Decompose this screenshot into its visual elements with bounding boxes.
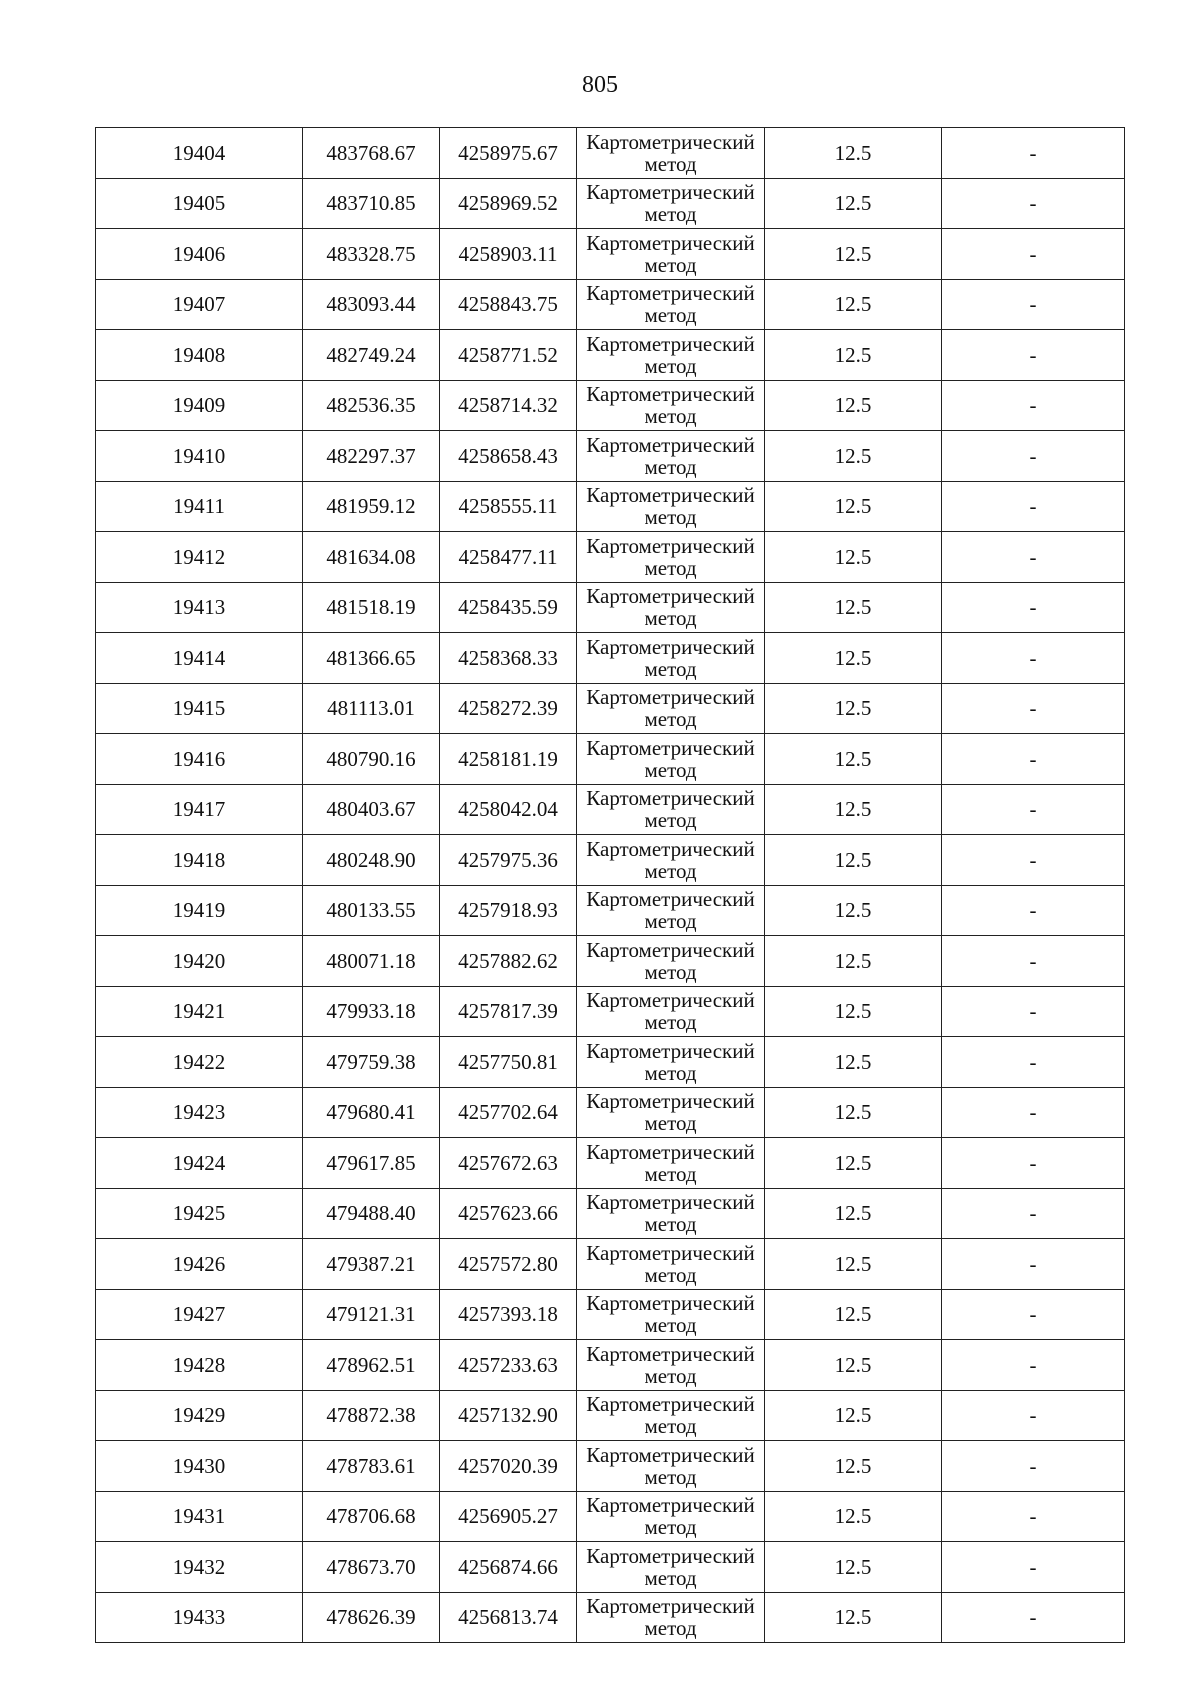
accuracy-cell: 12.5 xyxy=(765,481,942,532)
method-line-1: Картометрический xyxy=(586,1291,755,1316)
method-cell xyxy=(577,633,765,684)
accuracy-cell: 12.5 xyxy=(765,279,942,330)
method-line-2: метод xyxy=(644,858,697,883)
y-coordinate-cell: 4258555.11 xyxy=(440,481,577,532)
method-cell xyxy=(577,835,765,886)
method-cell xyxy=(577,885,765,936)
point-number-cell: 19409 xyxy=(96,380,303,431)
x-coordinate-cell: 481959.12 xyxy=(303,481,440,532)
x-coordinate-cell: 478783.61 xyxy=(303,1441,440,1492)
point-number-cell: 19430 xyxy=(96,1441,303,1492)
accuracy-cell: 12.5 xyxy=(765,835,942,886)
method-line-1: Картометрический xyxy=(586,129,755,154)
method-line-2: метод xyxy=(644,1414,697,1439)
x-coordinate-cell: 482297.37 xyxy=(303,431,440,482)
accuracy-cell: 12.5 xyxy=(765,633,942,684)
table-row xyxy=(96,1087,1125,1138)
method-line-1: Картометрический xyxy=(586,1190,755,1215)
table-row xyxy=(96,1037,1125,1088)
table-row xyxy=(96,380,1125,431)
coordinates-table-body xyxy=(96,128,1125,1643)
accuracy-cell: 12.5 xyxy=(765,683,942,734)
note-cell: - xyxy=(942,835,1125,886)
method-line-2: метод xyxy=(644,1262,697,1287)
point-number-cell: 19422 xyxy=(96,1037,303,1088)
method-cell xyxy=(577,936,765,987)
point-number-cell: 19432 xyxy=(96,1542,303,1593)
x-coordinate-cell: 479387.21 xyxy=(303,1239,440,1290)
accuracy-cell: 12.5 xyxy=(765,1340,942,1391)
x-coordinate-cell: 478962.51 xyxy=(303,1340,440,1391)
method-line-1: Картометрический xyxy=(586,432,755,457)
table-row xyxy=(96,885,1125,936)
method-line-2: метод xyxy=(644,1616,697,1641)
y-coordinate-cell: 4258771.52 xyxy=(440,330,577,381)
y-coordinate-cell: 4257393.18 xyxy=(440,1289,577,1340)
method-line-2: метод xyxy=(644,909,697,934)
x-coordinate-cell: 480403.67 xyxy=(303,784,440,835)
table-row xyxy=(96,784,1125,835)
method-line-1: Картометрический xyxy=(586,483,755,508)
method-line-2: метод xyxy=(644,1161,697,1186)
table-row xyxy=(96,128,1125,179)
y-coordinate-cell: 4257702.64 xyxy=(440,1087,577,1138)
method-line-1: Картометрический xyxy=(586,836,755,861)
table-row xyxy=(96,633,1125,684)
point-number-cell: 19417 xyxy=(96,784,303,835)
accuracy-cell: 12.5 xyxy=(765,582,942,633)
y-coordinate-cell: 4257672.63 xyxy=(440,1138,577,1189)
point-number-cell: 19411 xyxy=(96,481,303,532)
method-line-2: метод xyxy=(644,808,697,833)
table-row xyxy=(96,1542,1125,1593)
x-coordinate-cell: 479759.38 xyxy=(303,1037,440,1088)
point-number-cell: 19413 xyxy=(96,582,303,633)
method-line-1: Картометрический xyxy=(586,1493,755,1518)
method-line-2: метод xyxy=(644,1363,697,1388)
method-line-1: Картометрический xyxy=(586,1341,755,1366)
x-coordinate-cell: 478626.39 xyxy=(303,1592,440,1643)
y-coordinate-cell: 4257233.63 xyxy=(440,1340,577,1391)
point-number-cell: 19421 xyxy=(96,986,303,1037)
x-coordinate-cell: 482536.35 xyxy=(303,380,440,431)
x-coordinate-cell: 479121.31 xyxy=(303,1289,440,1340)
method-cell xyxy=(577,1289,765,1340)
y-coordinate-cell: 4258975.67 xyxy=(440,128,577,179)
x-coordinate-cell: 483093.44 xyxy=(303,279,440,330)
x-coordinate-cell: 479617.85 xyxy=(303,1138,440,1189)
y-coordinate-cell: 4257882.62 xyxy=(440,936,577,987)
method-line-1: Картометрический xyxy=(586,281,755,306)
accuracy-cell: 12.5 xyxy=(765,1037,942,1088)
point-number-cell: 19420 xyxy=(96,936,303,987)
note-cell: - xyxy=(942,279,1125,330)
y-coordinate-cell: 4257817.39 xyxy=(440,986,577,1037)
method-cell xyxy=(577,279,765,330)
method-line-1: Картометрический xyxy=(586,584,755,609)
note-cell: - xyxy=(942,380,1125,431)
method-cell xyxy=(577,128,765,179)
y-coordinate-cell: 4258714.32 xyxy=(440,380,577,431)
point-number-cell: 19407 xyxy=(96,279,303,330)
table-row xyxy=(96,1390,1125,1441)
method-line-1: Картометрический xyxy=(586,230,755,255)
x-coordinate-cell: 483710.85 xyxy=(303,178,440,229)
method-line-2: метод xyxy=(644,1515,697,1540)
method-line-1: Картометрический xyxy=(586,1392,755,1417)
method-line-1: Картометрический xyxy=(586,1240,755,1265)
note-cell: - xyxy=(942,330,1125,381)
method-line-1: Картометрический xyxy=(586,1543,755,1568)
x-coordinate-cell: 480071.18 xyxy=(303,936,440,987)
accuracy-cell: 12.5 xyxy=(765,1592,942,1643)
y-coordinate-cell: 4258042.04 xyxy=(440,784,577,835)
method-line-1: Картометрический xyxy=(586,533,755,558)
y-coordinate-cell: 4258435.59 xyxy=(440,582,577,633)
method-cell xyxy=(577,1340,765,1391)
table-row xyxy=(96,481,1125,532)
point-number-cell: 19412 xyxy=(96,532,303,583)
point-number-cell: 19416 xyxy=(96,734,303,785)
method-line-1: Картометрический xyxy=(586,786,755,811)
y-coordinate-cell: 4258903.11 xyxy=(440,229,577,280)
table-row xyxy=(96,431,1125,482)
x-coordinate-cell: 478706.68 xyxy=(303,1491,440,1542)
point-number-cell: 19429 xyxy=(96,1390,303,1441)
method-line-2: метод xyxy=(644,606,697,631)
method-line-1: Картометрический xyxy=(586,1038,755,1063)
y-coordinate-cell: 4256813.74 xyxy=(440,1592,577,1643)
method-cell xyxy=(577,1239,765,1290)
note-cell: - xyxy=(942,1592,1125,1643)
method-line-2: метод xyxy=(644,303,697,328)
method-line-1: Картометрический xyxy=(586,331,755,356)
method-cell xyxy=(577,1491,765,1542)
point-number-cell: 19410 xyxy=(96,431,303,482)
note-cell: - xyxy=(942,1239,1125,1290)
page-number: 805 xyxy=(582,72,618,98)
x-coordinate-cell: 481518.19 xyxy=(303,582,440,633)
y-coordinate-cell: 4257572.80 xyxy=(440,1239,577,1290)
x-coordinate-cell: 478872.38 xyxy=(303,1390,440,1441)
x-coordinate-cell: 479488.40 xyxy=(303,1188,440,1239)
method-cell xyxy=(577,481,765,532)
method-cell xyxy=(577,683,765,734)
y-coordinate-cell: 4258272.39 xyxy=(440,683,577,734)
table-row xyxy=(96,936,1125,987)
method-line-1: Картометрический xyxy=(586,988,755,1013)
method-line-2: метод xyxy=(644,1010,697,1035)
point-number-cell: 19427 xyxy=(96,1289,303,1340)
method-line-1: Картометрический xyxy=(586,1139,755,1164)
point-number-cell: 19404 xyxy=(96,128,303,179)
x-coordinate-cell: 481113.01 xyxy=(303,683,440,734)
point-number-cell: 19419 xyxy=(96,885,303,936)
x-coordinate-cell: 483768.67 xyxy=(303,128,440,179)
accuracy-cell: 12.5 xyxy=(765,1188,942,1239)
table-row xyxy=(96,178,1125,229)
point-number-cell: 19415 xyxy=(96,683,303,734)
note-cell: - xyxy=(942,178,1125,229)
table-row xyxy=(96,835,1125,886)
table-row xyxy=(96,1441,1125,1492)
method-line-1: Картометрический xyxy=(586,1594,755,1619)
note-cell: - xyxy=(942,1138,1125,1189)
accuracy-cell: 12.5 xyxy=(765,380,942,431)
accuracy-cell: 12.5 xyxy=(765,885,942,936)
method-cell xyxy=(577,1087,765,1138)
y-coordinate-cell: 4256874.66 xyxy=(440,1542,577,1593)
accuracy-cell: 12.5 xyxy=(765,1087,942,1138)
y-coordinate-cell: 4258368.33 xyxy=(440,633,577,684)
method-cell xyxy=(577,178,765,229)
method-line-1: Картометрический xyxy=(586,735,755,760)
table-row xyxy=(96,1188,1125,1239)
point-number-cell: 19431 xyxy=(96,1491,303,1542)
note-cell: - xyxy=(942,229,1125,280)
note-cell: - xyxy=(942,1289,1125,1340)
table-row xyxy=(96,582,1125,633)
method-line-2: метод xyxy=(644,1060,697,1085)
method-line-1: Картометрический xyxy=(586,180,755,205)
accuracy-cell: 12.5 xyxy=(765,1491,942,1542)
point-number-cell: 19406 xyxy=(96,229,303,280)
y-coordinate-cell: 4257975.36 xyxy=(440,835,577,886)
point-number-cell: 19428 xyxy=(96,1340,303,1391)
x-coordinate-cell: 480790.16 xyxy=(303,734,440,785)
x-coordinate-cell: 481366.65 xyxy=(303,633,440,684)
table-row xyxy=(96,532,1125,583)
y-coordinate-cell: 4257020.39 xyxy=(440,1441,577,1492)
table-row xyxy=(96,1592,1125,1643)
method-line-2: метод xyxy=(644,353,697,378)
note-cell: - xyxy=(942,734,1125,785)
note-cell: - xyxy=(942,532,1125,583)
method-cell xyxy=(577,330,765,381)
y-coordinate-cell: 4257132.90 xyxy=(440,1390,577,1441)
method-line-1: Картометрический xyxy=(586,634,755,659)
point-number-cell: 19405 xyxy=(96,178,303,229)
method-cell xyxy=(577,229,765,280)
method-line-2: метод xyxy=(644,252,697,277)
table-row xyxy=(96,734,1125,785)
table-row xyxy=(96,330,1125,381)
accuracy-cell: 12.5 xyxy=(765,532,942,583)
accuracy-cell: 12.5 xyxy=(765,229,942,280)
method-line-1: Картометрический xyxy=(586,1089,755,1114)
accuracy-cell: 12.5 xyxy=(765,1289,942,1340)
method-line-1: Картометрический xyxy=(586,937,755,962)
method-cell xyxy=(577,1592,765,1643)
y-coordinate-cell: 4256905.27 xyxy=(440,1491,577,1542)
table-row xyxy=(96,1289,1125,1340)
method-line-2: метод xyxy=(644,1313,697,1338)
note-cell: - xyxy=(942,1542,1125,1593)
method-cell xyxy=(577,582,765,633)
method-cell xyxy=(577,1542,765,1593)
table-row xyxy=(96,1138,1125,1189)
accuracy-cell: 12.5 xyxy=(765,734,942,785)
point-number-cell: 19426 xyxy=(96,1239,303,1290)
x-coordinate-cell: 479933.18 xyxy=(303,986,440,1037)
method-cell xyxy=(577,1037,765,1088)
method-cell xyxy=(577,784,765,835)
accuracy-cell: 12.5 xyxy=(765,784,942,835)
method-cell xyxy=(577,431,765,482)
point-number-cell: 19425 xyxy=(96,1188,303,1239)
method-line-2: метод xyxy=(644,454,697,479)
point-number-cell: 19423 xyxy=(96,1087,303,1138)
method-line-2: метод xyxy=(644,505,697,530)
y-coordinate-cell: 4258658.43 xyxy=(440,431,577,482)
note-cell: - xyxy=(942,885,1125,936)
accuracy-cell: 12.5 xyxy=(765,986,942,1037)
method-line-2: метод xyxy=(644,757,697,782)
note-cell: - xyxy=(942,1188,1125,1239)
note-cell: - xyxy=(942,128,1125,179)
note-cell: - xyxy=(942,936,1125,987)
y-coordinate-cell: 4258843.75 xyxy=(440,279,577,330)
method-cell xyxy=(577,1138,765,1189)
method-line-2: метод xyxy=(644,656,697,681)
note-cell: - xyxy=(942,1441,1125,1492)
method-line-1: Картометрический xyxy=(586,887,755,912)
x-coordinate-cell: 479680.41 xyxy=(303,1087,440,1138)
method-cell xyxy=(577,1441,765,1492)
method-cell xyxy=(577,734,765,785)
note-cell: - xyxy=(942,1037,1125,1088)
accuracy-cell: 12.5 xyxy=(765,1138,942,1189)
accuracy-cell: 12.5 xyxy=(765,1390,942,1441)
point-number-cell: 19433 xyxy=(96,1592,303,1643)
table-row xyxy=(96,279,1125,330)
accuracy-cell: 12.5 xyxy=(765,1441,942,1492)
method-line-2: метод xyxy=(644,1565,697,1590)
table-row xyxy=(96,1239,1125,1290)
note-cell: - xyxy=(942,431,1125,482)
table-row xyxy=(96,229,1125,280)
y-coordinate-cell: 4257918.93 xyxy=(440,885,577,936)
method-cell xyxy=(577,1390,765,1441)
note-cell: - xyxy=(942,986,1125,1037)
method-line-1: Картометрический xyxy=(586,1442,755,1467)
accuracy-cell: 12.5 xyxy=(765,1239,942,1290)
note-cell: - xyxy=(942,683,1125,734)
y-coordinate-cell: 4258969.52 xyxy=(440,178,577,229)
y-coordinate-cell: 4257623.66 xyxy=(440,1188,577,1239)
coordinates-table xyxy=(95,127,1125,1643)
note-cell: - xyxy=(942,1340,1125,1391)
method-cell xyxy=(577,532,765,583)
x-coordinate-cell: 480248.90 xyxy=(303,835,440,886)
method-line-1: Картометрический xyxy=(586,382,755,407)
note-cell: - xyxy=(942,784,1125,835)
method-line-2: метод xyxy=(644,202,697,227)
x-coordinate-cell: 480133.55 xyxy=(303,885,440,936)
method-line-2: метод xyxy=(644,1464,697,1489)
method-line-2: метод xyxy=(644,1212,697,1237)
accuracy-cell: 12.5 xyxy=(765,128,942,179)
method-line-1: Картометрический xyxy=(586,685,755,710)
x-coordinate-cell: 483328.75 xyxy=(303,229,440,280)
method-line-2: метод xyxy=(644,555,697,580)
table-row xyxy=(96,1491,1125,1542)
x-coordinate-cell: 482749.24 xyxy=(303,330,440,381)
note-cell: - xyxy=(942,633,1125,684)
y-coordinate-cell: 4258477.11 xyxy=(440,532,577,583)
x-coordinate-cell: 478673.70 xyxy=(303,1542,440,1593)
accuracy-cell: 12.5 xyxy=(765,431,942,482)
table-row xyxy=(96,986,1125,1037)
method-line-2: метод xyxy=(644,707,697,732)
note-cell: - xyxy=(942,481,1125,532)
table-row xyxy=(96,683,1125,734)
accuracy-cell: 12.5 xyxy=(765,936,942,987)
method-cell xyxy=(577,986,765,1037)
point-number-cell: 19414 xyxy=(96,633,303,684)
method-line-2: метод xyxy=(644,404,697,429)
accuracy-cell: 12.5 xyxy=(765,330,942,381)
note-cell: - xyxy=(942,1491,1125,1542)
accuracy-cell: 12.5 xyxy=(765,1542,942,1593)
accuracy-cell: 12.5 xyxy=(765,178,942,229)
y-coordinate-cell: 4258181.19 xyxy=(440,734,577,785)
point-number-cell: 19424 xyxy=(96,1138,303,1189)
point-number-cell: 19408 xyxy=(96,330,303,381)
method-line-2: метод xyxy=(644,959,697,984)
note-cell: - xyxy=(942,582,1125,633)
method-cell xyxy=(577,380,765,431)
x-coordinate-cell: 481634.08 xyxy=(303,532,440,583)
method-line-2: метод xyxy=(644,151,697,176)
method-line-2: метод xyxy=(644,1111,697,1136)
point-number-cell: 19418 xyxy=(96,835,303,886)
note-cell: - xyxy=(942,1390,1125,1441)
y-coordinate-cell: 4257750.81 xyxy=(440,1037,577,1088)
table-row xyxy=(96,1340,1125,1391)
method-cell xyxy=(577,1188,765,1239)
note-cell: - xyxy=(942,1087,1125,1138)
